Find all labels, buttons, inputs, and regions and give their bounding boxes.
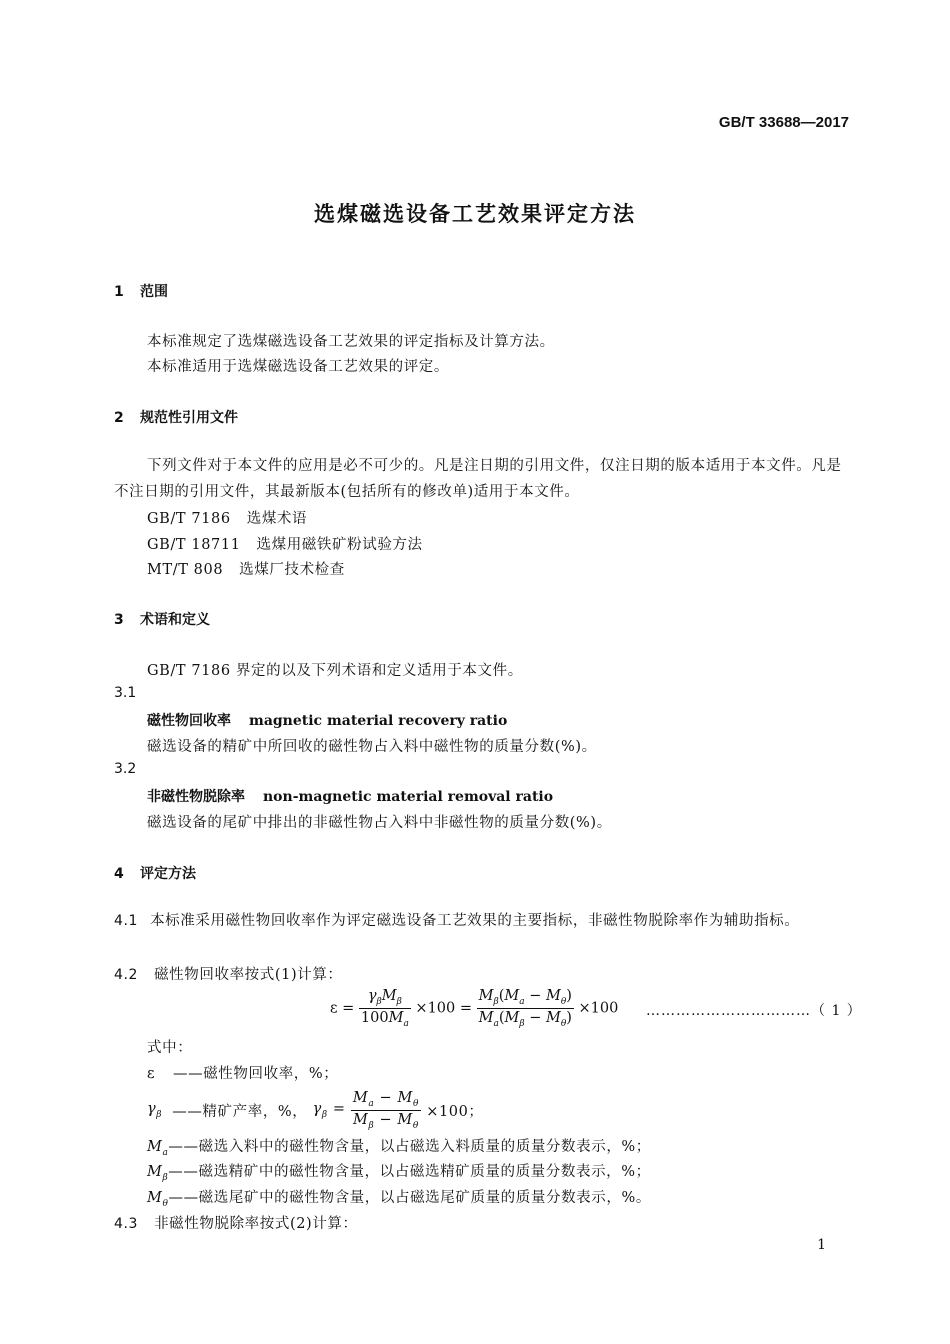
section-title: 术语和定义 (140, 612, 210, 628)
paragraph: 下列文件对于本文件的应用是必不可少的。凡是注日期的引用文件，仅注日期的版本适用于本文件。凡是不注日期的引用文件，其最新版本(包括所有的修改单)适用于本文件。 (114, 458, 842, 500)
section-title: 规范性引用文件 (140, 410, 238, 426)
section-2-heading (114, 407, 238, 427)
term-en: non-magnetic material removal ratio (263, 789, 554, 805)
reference-title: 选煤用磁铁矿粉试验方法 (256, 537, 423, 553)
page-number: 1 (817, 1237, 826, 1253)
variable-definition: $M_\theta——$磁选尾矿中的磁性物含量，以占磁选尾矿质量的质量分数表示，%。 (147, 1190, 651, 1209)
term-cn: 磁性物回收率 (147, 713, 231, 729)
term-en: magnetic material recovery ratio (249, 713, 508, 729)
standard-code: GB/T 33688—2017 (718, 114, 849, 131)
clause (114, 908, 849, 934)
fraction: $\frac{M_\beta(M_a - M_\theta)}{M_a(M_\beta - M_\theta)}$ (478, 988, 572, 1029)
document-title: 选煤磁选设备工艺效果评定方法 (314, 202, 636, 226)
formula-1: ε = $\frac{\gamma_\beta M_\beta}{100M_a}$ ×100 = $\frac{M_\beta(M_a - M_\theta)}{M_a(M_\beta - M_\theta)}$ ×100 (330, 988, 619, 1029)
section-number: 4 (114, 866, 124, 882)
section-number: 3 (114, 612, 124, 628)
clause-number: 4.3 (114, 1216, 139, 1232)
term-cn: 非磁性物脱除率 (147, 789, 245, 805)
term-definition: 磁选设备的尾矿中排出的非磁性物占入料中非磁性物的质量分数(%)。 (147, 815, 612, 831)
clause-text: 非磁性物脱除率按式(2)计算： (154, 1216, 358, 1232)
clause-number: 4.1 (114, 913, 139, 929)
paragraph: 本标准适用于选煤磁选设备工艺效果的评定。 (147, 359, 449, 375)
section-number: 1 (114, 284, 124, 300)
clause (114, 1212, 358, 1233)
term-number: 3.1 (114, 685, 137, 701)
clause (114, 963, 343, 984)
section-number: 2 (114, 410, 124, 426)
reference-title: 选煤术语 (246, 511, 308, 527)
reference-code: GB/T 7186 (147, 511, 231, 527)
section-title: 评定方法 (140, 866, 196, 882)
normative-reference (147, 533, 423, 554)
equation-number: ……………………………（ 1 ） (646, 1003, 862, 1019)
variable-definition: $M_a——$磁选入料中的磁性物含量，以占磁选入料质量的质量分数表示，%； (147, 1139, 651, 1158)
fraction: $\frac{\gamma_\beta M_\beta}{100M_a}$ (360, 988, 409, 1029)
term-heading (147, 786, 553, 806)
section-4-heading (114, 863, 196, 883)
times-100: ×100 (415, 1000, 456, 1017)
section-title: 范围 (140, 284, 168, 300)
term-definition: 磁选设备的精矿中所回收的磁性物占入料中磁性物的质量分数(%)。 (147, 739, 597, 755)
reference-code: MT/T 808 (147, 562, 224, 578)
section-1-heading (114, 281, 168, 301)
normative-reference (147, 558, 345, 579)
term-number: 3.2 (114, 761, 137, 777)
term-heading (147, 710, 507, 730)
reference-code: GB/T 18711 (147, 537, 241, 553)
clause-text: 本标准采用磁性物回收率作为评定磁选设备工艺效果的主要指标，非磁性物脱除率作为辅助指标。 (150, 913, 800, 929)
paragraph: 本标准规定了选煤磁选设备工艺效果的评定指标及计算方法。 (147, 334, 555, 350)
clause-text: 磁性物回收率按式(1)计算： (154, 967, 343, 983)
variable-definition: $\gamma_\beta$ ——精矿产率，%， $\gamma_\beta$ = $\frac{M_a - M_\theta}{M_\beta - M_\theta}$ ×100； (147, 1090, 484, 1131)
section-3-heading (114, 609, 210, 629)
where-label: 式中： (147, 1040, 193, 1056)
fraction: $\frac{M_a - M_\theta}{M_\beta - M_\theta}$ (352, 1090, 419, 1131)
normative-reference (147, 507, 307, 528)
reference-title: 选煤厂技术检查 (239, 562, 345, 578)
times-100: ×100 (578, 1000, 619, 1017)
variable-definition: ε ——磁性物回收率，%； (147, 1066, 339, 1082)
variable-definition: $M_\beta——$磁选精矿中的磁性物含量，以占磁选精矿质量的质量分数表示，%； (147, 1164, 651, 1183)
clause-number: 4.2 (114, 967, 139, 983)
paragraph: GB/T 7186 界定的以及下列术语和定义适用于本文件。 (147, 663, 523, 679)
